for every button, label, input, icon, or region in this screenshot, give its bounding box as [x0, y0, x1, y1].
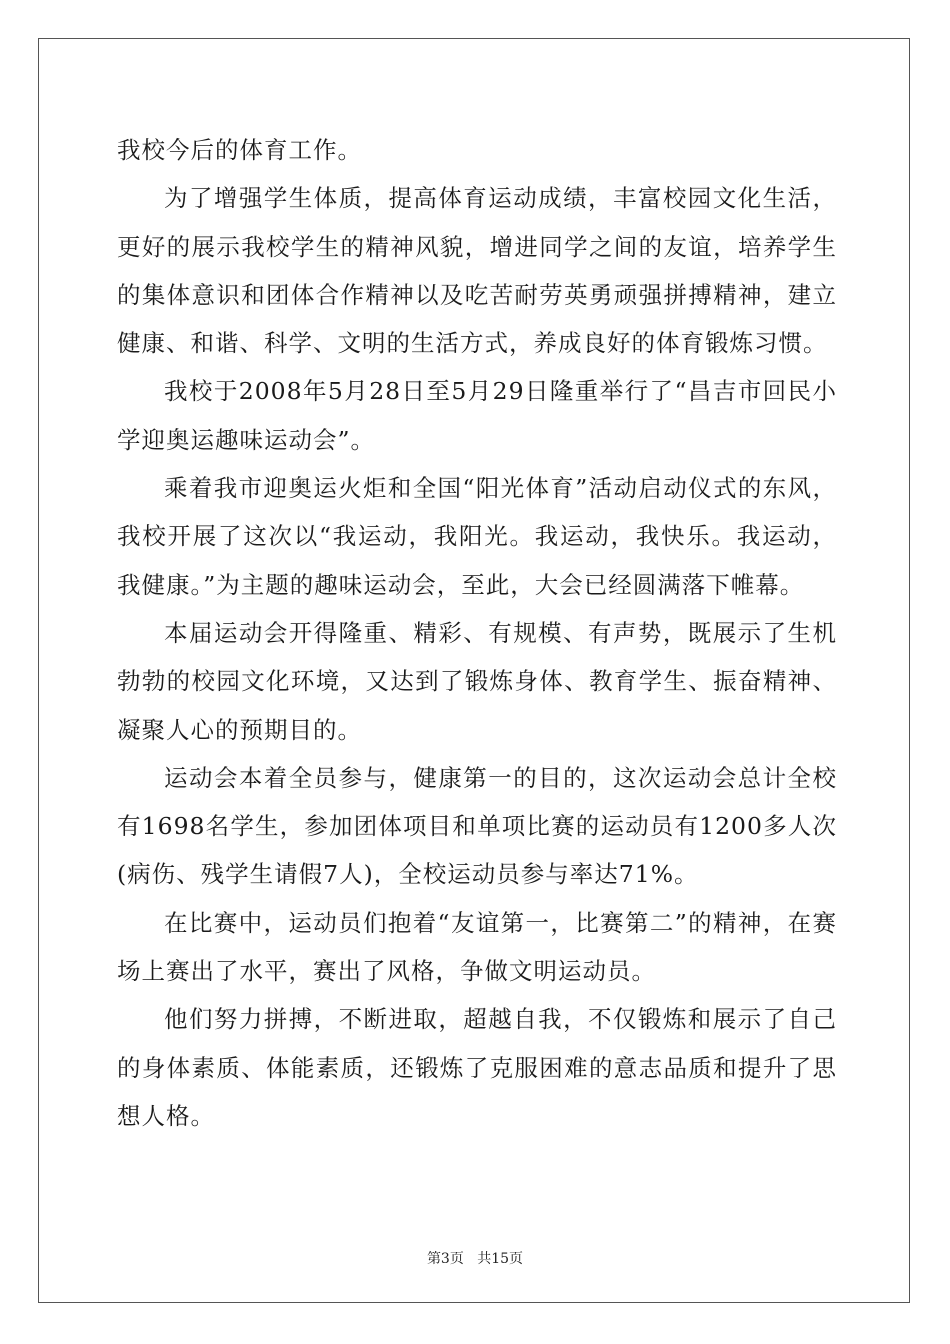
- paragraph-5: 本届运动会开得隆重、精彩、有规模、有声势，既展示了生机勃勃的校园文化环境，又达到了锻炼身体、教育学生、振奋精神、凝聚人心的预期目的。: [117, 618, 837, 744]
- page-number: 第3页: [426, 1251, 464, 1267]
- paragraph-1: 我校今后的体育工作。: [117, 136, 362, 164]
- paragraph-4: 乘着我市迎奥运火炬和全国“阳光体育”活动启动仪式的东风，我校开展了这次以“我运动，我阳光。我运动，我快乐。我运动，我健康。”为主题的趣味运动会，至此，大会已经圆满落下帷幕。: [117, 474, 837, 599]
- paragraph-6: 运动会本着全员参与，健康第一的目的，这次运动会总计全校有1698名学生，参加团体项目和单项比赛的运动员有1200多人次(病伤、残学生请假7人)，全校运动员参与率达71%。: [117, 763, 837, 889]
- paragraph-7: 在比赛中，运动员们抱着“友谊第一，比赛第二”的精神，在赛场上赛出了水平，赛出了风格，争做文明运动员。: [117, 908, 837, 986]
- paragraph-3: 我校于2008年5月28日至5月29日隆重举行了“昌吉市回民小学迎奥运趣味运动会”。: [117, 377, 837, 454]
- paragraph-8: 他们努力拼搏，不断进取，超越自我，不仅锻炼和展示了自己的身体素质、体能素质，还锻炼了克服困难的意志品质和提升了思想人格。: [117, 1005, 837, 1130]
- page-footer: [0, 1248, 950, 1268]
- page-total: 共15页: [477, 1251, 524, 1267]
- document-body: [117, 126, 837, 1140]
- paragraph-2: 为了增强学生体质，提高体育运动成绩，丰富校园文化生活，更好的展示我校学生的精神风貌，增进同学之间的友谊，培养学生的集体意识和团体合作精神以及吃苦耐劳英勇顽强拼搏精神，建立健康、和谐、科学、文明的生活方式，养成良好的体育锻炼习惯。: [117, 184, 837, 358]
